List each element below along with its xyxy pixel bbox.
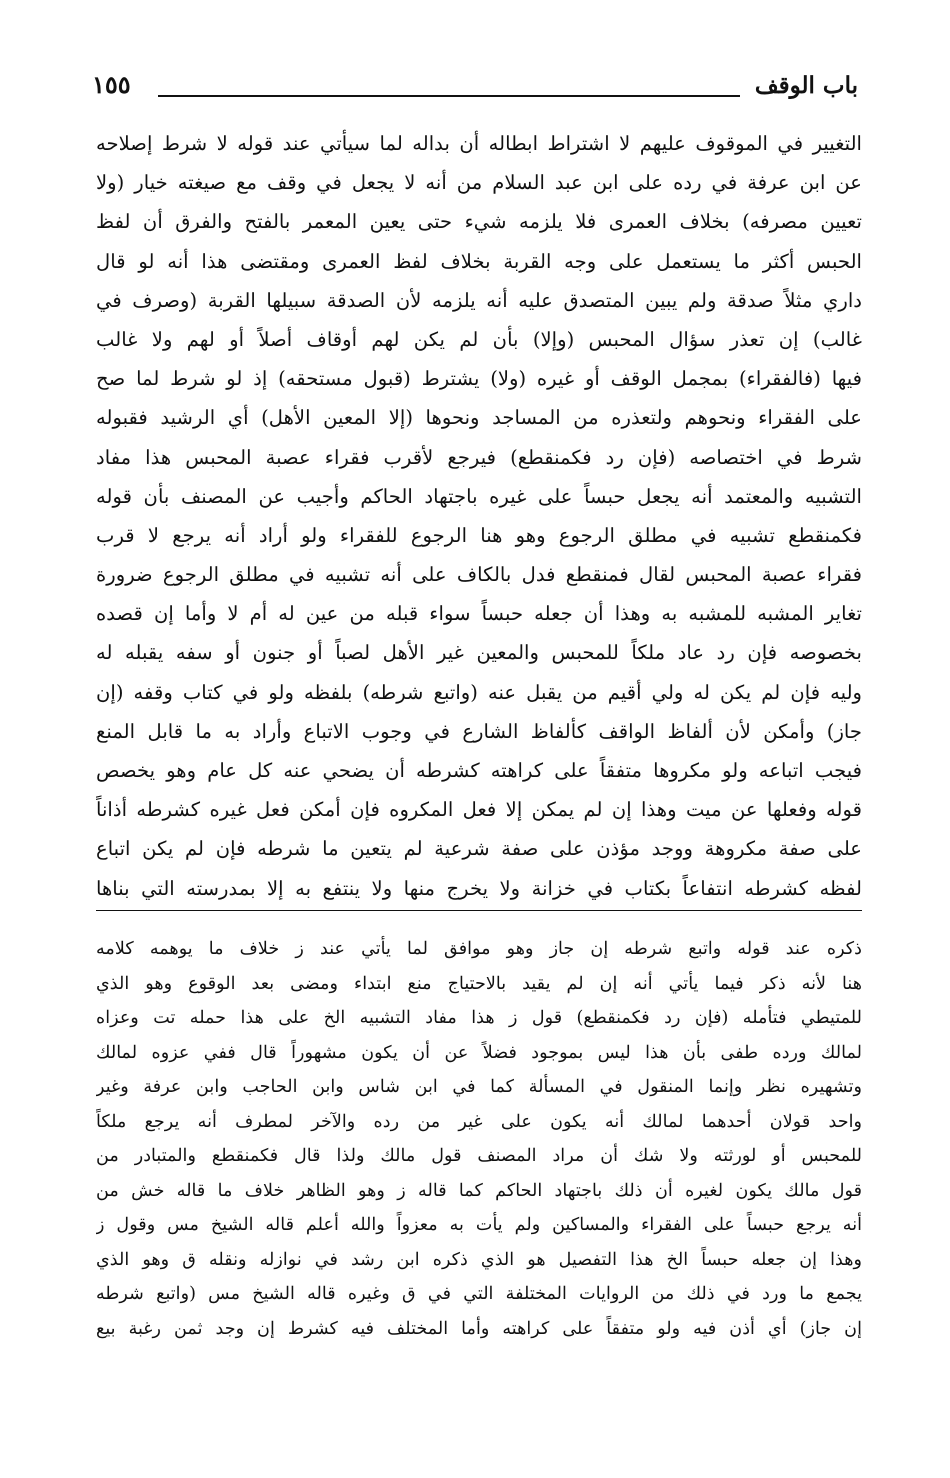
- main-text: [96, 124, 862, 908]
- text-line: التغيير في الموقوف عليهم لا اشتراط ابطاله أن بداله لما سيأتي عند قوله لا شرط إصلاحه: [96, 132, 862, 155]
- footnote-line: يجمع ما ورد في ذلك من الروايات المختلفة التي في ق وغيره قاله الشيخ مس (واتبع شرطه: [96, 1284, 862, 1304]
- footnotes: [96, 932, 862, 1346]
- footnote-line: إن جاز) أي أذن فيه ولو متفقاً على كراهته وأما المختلف فيه كشرط إن وجد ثمن رغبة بيع: [96, 1318, 862, 1339]
- text-line: فكمنقطع تشبيه في مطلق الرجوع وهو هنا الرجوع للفقراء ولو أراد أنه يرجع لا قرب: [96, 523, 862, 547]
- footnote-line: أنه يرجع حبساً على الفقراء والمساكين ولم يأت به معزواً والله أعلم قاله الشيخ مس وقول ز: [96, 1215, 862, 1235]
- footnote-line: قول مالك يكون لغيره أن ذلك باجتهاد الحاكم كما قاله ز وهو الظاهر خلاف ما قاله خش من: [96, 1180, 862, 1201]
- text-line: لفظه كشرطه انتفاعاً بكتاب في خزانة ولا يخرج منها ولا ينتفع به إلا بمدرسته التي بناها: [96, 876, 862, 900]
- text-line: وليه فإن لم يكن له ولي أقيم من يقبل عنه (واتبع شرطه) بلفظه ولو في كتاب وقفه (إن: [96, 680, 862, 704]
- text-line: تغاير المشبه للمشبه به وهذا أن جعله حبساً سواء قبله من عين له أم لا وأما إن قصده: [96, 602, 862, 626]
- text-line: فيجب اتباعه ولو مكروها متفقاً على كراهته كشرطه أن يضحي عنه كل عام وهو يخصص: [96, 759, 862, 782]
- page-number: ١٥٥: [92, 70, 131, 99]
- text-line: فقراء عصبة المحبس لقال فمنقطع فدل بالكاف على أنه تشبيه في مطلق الرجوع ضرورة: [96, 563, 862, 587]
- footnote-line: وهذا إن جعله حبساً الخ هذا التفصيل هو الذي ذكره ابن رشد في نوازله ونقله ق وهو الذي: [96, 1249, 862, 1270]
- text-line: عن ابن عرفة في رده على ابن عبد السلام من أنه لا يجعل في وقف مع صيغته خيار (ولا: [96, 171, 862, 195]
- footnote-line: وتشهيره نظر وإنما المنقول في المسألة كما في ابن شاس وابن الحاجب وابن عرفة وغير: [96, 1077, 862, 1097]
- text-line: جاز) وأمكن لأن ألفاظ الواقف كألفاظ الشارع في وجوب الاتباع وأراد به ما قابل المنع: [96, 719, 862, 743]
- text-line: على صفة مكروهة ووجد مؤذن على صفة شرعية لم يتعين ما شرطه فإن لم يكن اتباع: [96, 837, 862, 861]
- text-line: غالب) إن تعذر سؤال المحبس (وإلا) بأن لم يكن لهم أوقاف أصلاً أو لهم ولا غالب: [96, 327, 862, 351]
- text-line: الحبس أكثر ما يستعمل على وجه القربة بخلاف لفظ العمرى ومقتضى هذا أنه لو قال: [96, 249, 862, 273]
- footnote-line: واحد قولان أحدهما لمالك أنه يكون على غير من رده والآخر لمطرف أنه يرجع ملكاً: [96, 1111, 862, 1132]
- footnote-separator: [96, 910, 862, 911]
- text-line: على الفقراء ونحوهم ولتعذره من المساجد ونحوها (إلا المعين الأهل) أي الرشيد فقبوله: [96, 406, 862, 430]
- text-line: قوله وفعلها عن ميت وهذا إن لم يمكن إلا فعل المكروه فإن أمكن فعل غيره كشرطه أذاناً: [96, 798, 862, 822]
- footnote-line: ذكره عند قوله واتبع شرطه إن جاز وهو موافق لما يأتي عند ز خلاف ما يوهمه كلامه: [96, 939, 862, 959]
- text-line: داري مثلاً صدقة ولم يبين المتصدق عليه أنه يلزمه لأن الصدقة سبيلها القربة (وصرف في: [96, 288, 862, 312]
- footnote-line: هنا لأنه ذكر فيما يأتي أنه إن لم يقيد بالاحتياج منع ابتداء ومضى بعد الوقوع وهو الذي: [96, 973, 862, 994]
- text-line: شرط في اختصاصه (فإن رد فكمنقطع) فيرجع لأقرب فقراء عصبة المحبس هذا مفاد: [96, 445, 862, 469]
- text-line: بخصوصه فإن رد عاد ملكاً للمحبس والمعين غير الأهل لصباً أو جنون أو سفه يقبله له: [96, 641, 862, 665]
- chapter-title: باب الوقف: [754, 72, 858, 99]
- text-line: فيها (فالفقراء) بمجمل الوقف أو غيره (ولا) يشترط (قبول مستحقه) إذ لو شرط لما صح: [96, 367, 862, 391]
- footnote-line: للمحبس أو لورثته ولا شك أن مراد المصنف قول مالك ولذا قال فكمنقطع والمتبادر من: [96, 1146, 862, 1166]
- header-rule: [158, 95, 740, 97]
- footnote-line: للمتيطي فتأمله (فإن رد فكمنقطع) قول ز هذا مفاد التشبيه الخ على هذا حمله تت وعزاه: [96, 1008, 862, 1028]
- text-line: التشبيه والمعتمد أنه يجعل حبساً على غيره باجتهاد الحاكم وأجيب عن المصنف بأن قوله: [96, 484, 862, 508]
- text-line: تعيين مصرفه) بخلاف العمرى فلا يلزمه شيء حتى يعين المعمر بالفتح والفرق أن لفظ: [96, 210, 862, 234]
- footnote-line: لمالك ورده طفى بأن هذا ليس بموجود فضلاً عن أن يكون مشهوراً قال ففي عزوه لمالك: [96, 1042, 862, 1063]
